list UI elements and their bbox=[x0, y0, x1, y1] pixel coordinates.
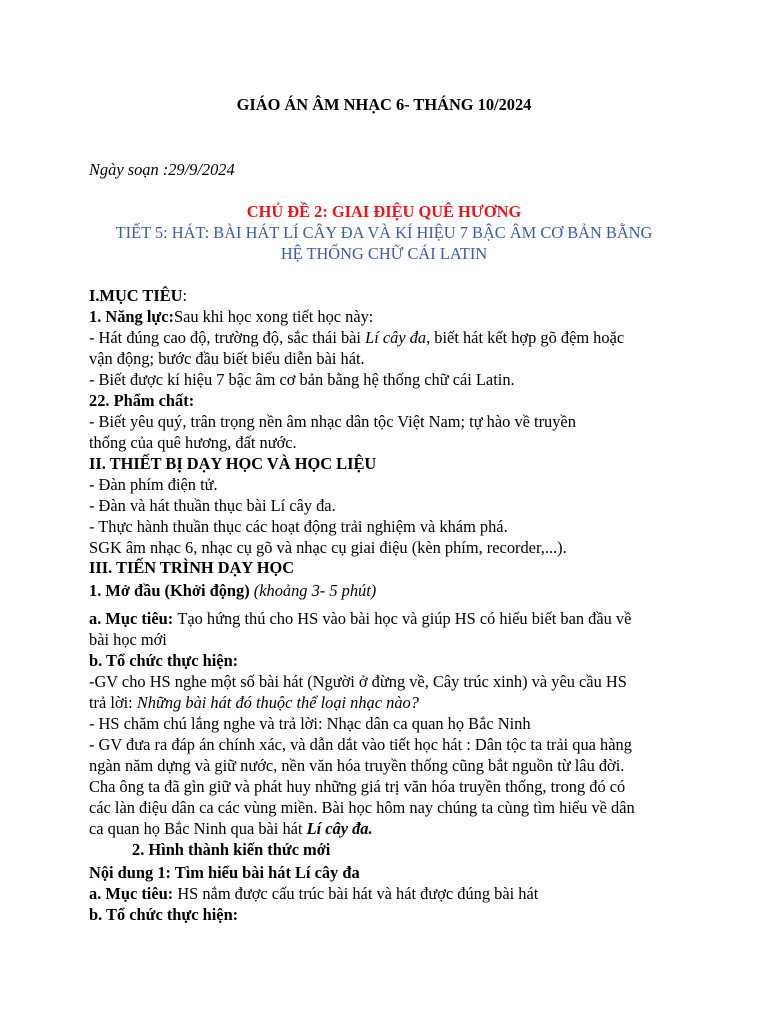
equipment-item-1: - Đàn phím điện tử. bbox=[89, 475, 218, 494]
activity-line-2: trả lời: Những bài hát đó thuộc thể loại nhạc nào? bbox=[89, 693, 419, 712]
warmup-heading: 1. Mở đầu (Khởi động) (khoảng 3- 5 phút) bbox=[89, 581, 377, 600]
knowledge-heading: 2. Hình thành kiến thức mới bbox=[132, 840, 331, 859]
activity-line-7: các làn điệu dân ca các vùng miền. Bài học hôm nay chúng ta cùng tìm hiểu về dân bbox=[89, 798, 635, 817]
activity-line-3: - HS chăm chú lắng nghe và trả lời: Nhạc dân ca quan họ Bắc Ninh bbox=[89, 714, 531, 733]
capability-line: 1. Năng lực:Sau khi học xong tiết học này: bbox=[89, 307, 374, 326]
activity-line-5: ngàn năm dựng và giữ nước, nền văn hóa truyền thống cũng bắt nguồn từ lâu đời. bbox=[89, 756, 625, 775]
objective-bullet-1-cont: vận động; bước đầu biết biểu diễn bài hát. bbox=[89, 349, 365, 368]
section-equipment-heading: II. THIẾT BỊ DẠY HỌC VÀ HỌC LIỆU bbox=[89, 454, 377, 473]
document-title: GIÁO ÁN ÂM NHẠC 6- THÁNG 10/2024 bbox=[236, 95, 532, 114]
warmup-objective-cont: bài học mới bbox=[89, 630, 167, 649]
equipment-item-2: - Đàn và hát thuần thục bài Lí cây đa. bbox=[89, 496, 336, 515]
activity-line-6: Cha ông ta đã gìn giữ và phát huy những giá trị văn hóa truyền thống, trong đó có bbox=[89, 777, 626, 796]
content-1-organization-heading: b. Tổ chức thực hiện: bbox=[89, 905, 239, 924]
section-process-heading: III. TIẾN TRÌNH DẠY HỌC bbox=[89, 558, 295, 577]
quality-bullet-1: - Biết yêu quý, trân trọng nền âm nhạc dân tộc Việt Nam; tự hào về truyền bbox=[89, 412, 576, 431]
content-1-heading: Nội dung 1: Tìm hiểu bài hát Lí cây đa bbox=[89, 863, 360, 882]
objective-bullet-2: - Biết được kí hiệu 7 bậc âm cơ bản bằng hệ thống chữ cái Latin. bbox=[89, 370, 515, 389]
lesson-title-line1: TIẾT 5: HÁT: BÀI HÁT LÍ CÂY ĐA VÀ KÍ HIỆU 7 BẬC ÂM CƠ BẢN BẰNG bbox=[115, 223, 653, 242]
topic-title: CHỦ ĐỀ 2: GIAI ĐIỆU QUÊ HƯƠNG bbox=[246, 202, 522, 221]
equipment-item-4: SGK âm nhạc 6, nhạc cụ gõ và nhạc cụ giai điệu (kèn phím, recorder,...). bbox=[89, 538, 567, 557]
activity-line-1: -GV cho HS nghe một số bài hát (Người ở đừng về, Cây trúc xinh) và yêu cầu HS bbox=[89, 672, 627, 691]
activity-line-8: ca quan họ Bắc Ninh qua bài hát Lí cây đa. bbox=[89, 819, 373, 838]
equipment-item-3: - Thực hành thuần thục các hoạt động trải nghiệm và khám phá. bbox=[89, 517, 508, 536]
activity-line-4: - GV đưa ra đáp án chính xác, và dẫn dắt vào tiết học hát : Dân tộc ta trải qua hàng bbox=[89, 735, 632, 754]
quality-heading: 22. Phẩm chất: bbox=[89, 391, 195, 410]
warmup-objective: a. Mục tiêu: Tạo hứng thú cho HS vào bài học và giúp HS có hiểu biết ban đầu về bbox=[89, 609, 632, 628]
content-1-objective: a. Mục tiêu: HS nắm được cấu trúc bài hát và hát được đúng bài hát bbox=[89, 884, 539, 903]
warmup-organization-heading: b. Tổ chức thực hiện: bbox=[89, 651, 239, 670]
objective-bullet-1: - Hát đúng cao độ, trường độ, sắc thái bài Lí cây đa, biết hát kết hợp gõ đệm hoặc bbox=[89, 328, 625, 347]
section-objectives-heading: I.MỤC TIÊU: bbox=[89, 286, 188, 305]
lesson-title-line2: HỆ THỐNG CHỮ CÁI LATIN bbox=[280, 244, 488, 263]
preparation-date: Ngày soạn :29/9/2024 bbox=[89, 160, 235, 179]
quality-bullet-1-cont: thống của quê hương, đất nước. bbox=[89, 433, 297, 452]
